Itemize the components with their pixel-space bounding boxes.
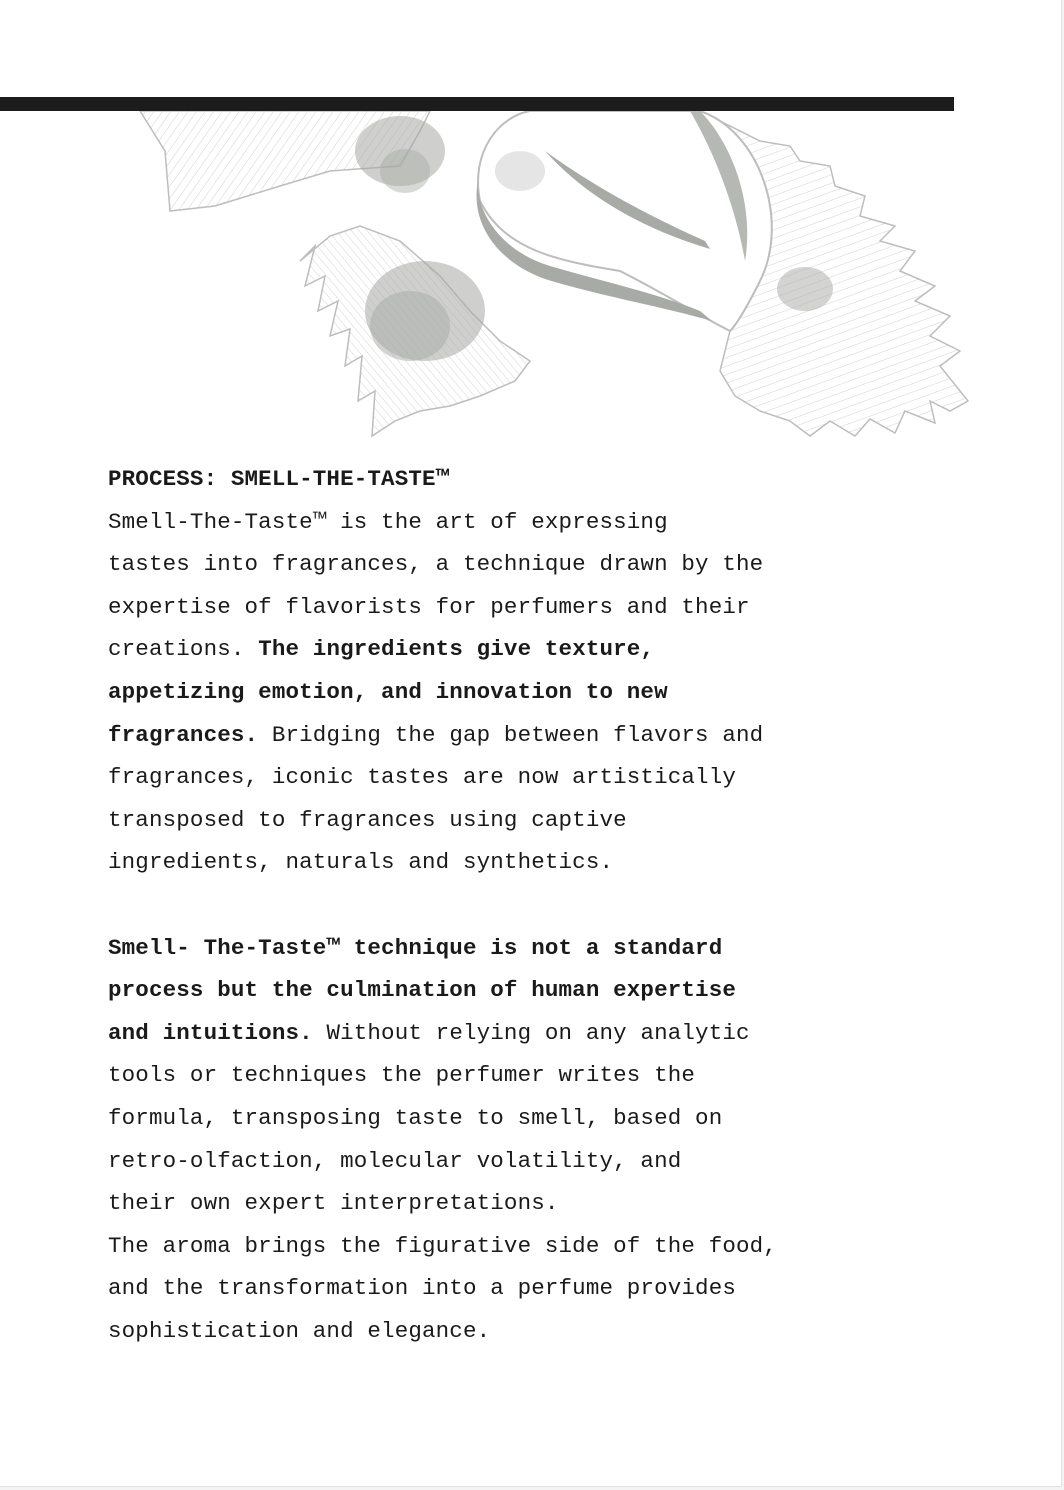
text-line — [108, 799, 868, 842]
text-run: transposed to fragrances using captive — [108, 806, 627, 833]
paragraph-technique-description — [108, 927, 868, 1353]
text-run: The aroma brings the figurative side of the food, — [108, 1232, 777, 1259]
paragraph-process-description — [108, 501, 868, 884]
body-text — [108, 458, 868, 1352]
bold-text-run: fragrances. — [108, 721, 259, 748]
text-line — [108, 714, 868, 757]
text-run: and the transformation into a perfume provides — [108, 1275, 737, 1302]
text-line — [108, 927, 868, 970]
text-line — [108, 1140, 868, 1183]
text-run: tools or techniques the perfumer writes the — [108, 1062, 696, 1089]
text-run: ingredients, naturals and synthetics. — [108, 849, 614, 876]
text-line — [108, 1182, 868, 1225]
text-line — [108, 1097, 868, 1140]
text-run: expertise of flavorists for perfumers and their — [108, 593, 750, 620]
text-run: fragrances, iconic tastes are now artistically — [108, 764, 737, 791]
text-run: Bridging the gap between flavors and — [258, 721, 764, 748]
text-line — [108, 586, 868, 629]
text-line — [108, 1225, 868, 1268]
text-line — [108, 543, 868, 586]
bold-text-run: and intuitions. — [108, 1019, 313, 1046]
text-run: creations. — [108, 636, 259, 663]
text-run: tastes into fragrances, a technique drawn by the — [108, 551, 764, 578]
hazelnut-leaves-illustration — [0, 111, 1062, 446]
text-run: retro-olfaction, molecular volatility, and — [108, 1147, 682, 1174]
text-line — [108, 841, 868, 884]
text-line — [108, 501, 868, 544]
text-line — [108, 1012, 868, 1055]
text-run: sophistication and elegance. — [108, 1317, 491, 1344]
text-run: Smell-The-Taste™ is the art of expressing — [108, 508, 668, 535]
text-line — [108, 756, 868, 799]
bold-text-run: process but the culmination of human expertise — [108, 977, 737, 1004]
text-line — [108, 969, 868, 1012]
text-line — [108, 1054, 868, 1097]
section-heading: PROCESS: SMELL-THE-TASTE™ — [108, 466, 450, 492]
bold-text-run: The ingredients give texture, — [258, 636, 655, 663]
text-line — [108, 1310, 868, 1353]
text-line — [108, 671, 868, 714]
text-run: their own expert interpretations. — [108, 1190, 559, 1217]
text-run: formula, transposing taste to smell, based on — [108, 1104, 723, 1131]
top-black-bar — [0, 97, 954, 111]
paragraph-spacer — [108, 884, 868, 927]
bold-text-run: appetizing emotion, and innovation to new — [108, 678, 668, 705]
text-line — [108, 1267, 868, 1310]
text-run: Without relying on any analytic — [312, 1019, 750, 1046]
text-line — [108, 628, 868, 671]
bold-text-run: Smell- The-Taste™ technique is not a standard — [108, 934, 723, 961]
